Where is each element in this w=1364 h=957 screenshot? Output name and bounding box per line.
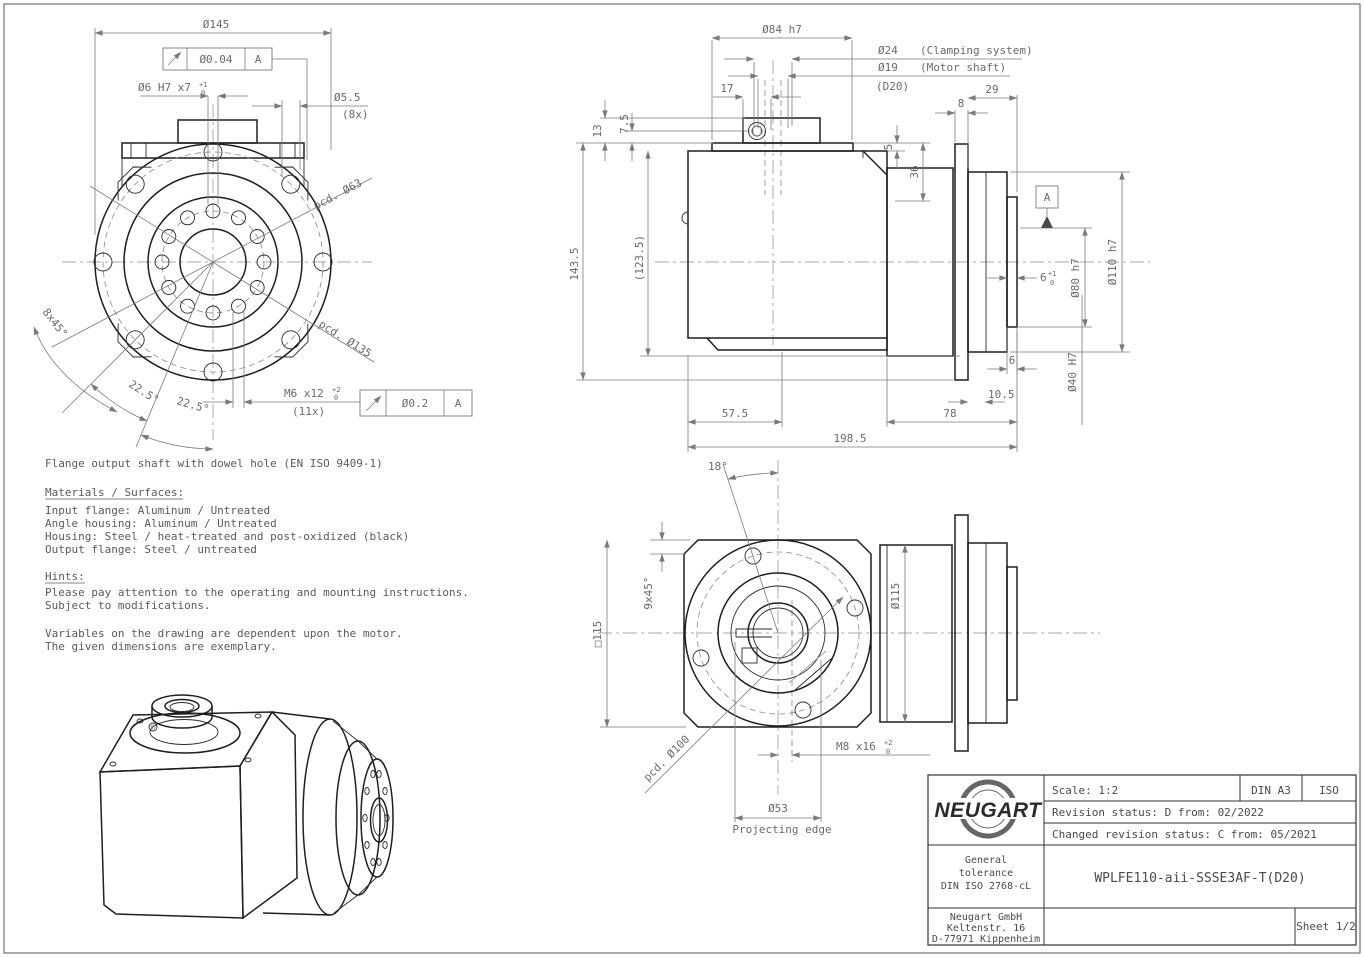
dim-m6-hi: +2 xyxy=(332,386,341,394)
dim-d24: Ø24 xyxy=(878,44,898,57)
dim-d24-note: (Clamping system) xyxy=(920,44,1033,57)
dim-d19: Ø19 xyxy=(878,61,898,74)
dim-d115: Ø115 xyxy=(889,582,902,610)
note-flange: Flange output shaft with dowel hole (EN ISO 9409-1) xyxy=(45,457,383,470)
tolerance-line-2: tolerance xyxy=(958,868,1014,879)
note-hints-heading: Hints: xyxy=(45,570,85,583)
dim-m6: M6 x12 xyxy=(284,387,324,400)
dim-d55-qty: (8x) xyxy=(342,108,369,121)
standard-label: ISO xyxy=(1319,784,1339,797)
dim-m8: M8 x16 xyxy=(836,740,876,753)
tolerance-line-3: DIN ISO 2768-cL xyxy=(940,881,1032,892)
label-pcd135: pcd. Ø135 xyxy=(316,317,374,361)
neugart-logo: NEUGART xyxy=(934,799,1042,822)
changed-revision-status: Changed revision status: C from: 05/2021 xyxy=(1052,828,1317,841)
dim-d40: Ø40 H7 xyxy=(1066,352,1079,392)
dim-d145: Ø145 xyxy=(202,18,230,31)
dim-d19-note: (Motor shaft) xyxy=(920,61,1007,74)
part-number: WPLFE110-aii-SSSE3AF-T(D20) xyxy=(1094,871,1306,886)
dim-d53: Ø53 xyxy=(768,802,788,815)
label-pcd63: pcd. Ø63 xyxy=(311,176,365,213)
side-view xyxy=(568,23,1150,452)
dim-8: 8 xyxy=(957,97,965,110)
dim-78: 78 xyxy=(943,407,957,420)
iso-bolt-holes xyxy=(363,771,389,866)
fcf-runout-bottom xyxy=(360,390,472,416)
front-view xyxy=(34,18,472,449)
notes-block xyxy=(45,457,469,653)
dim-18: 18° xyxy=(708,460,728,473)
dim-13: 13 xyxy=(591,124,604,138)
dim-36: 36 xyxy=(908,165,921,179)
dim-575: 57.5 xyxy=(721,407,749,420)
tolerance-line-1: General xyxy=(964,855,1008,866)
dim-m6-lo: 0 xyxy=(334,394,339,402)
datum-a-label: A xyxy=(1043,191,1051,204)
company-city: D-77971 Kippenheim xyxy=(931,934,1041,945)
dim-m8-hi: +2 xyxy=(884,739,893,747)
dim-d110: Ø110 h7 xyxy=(1106,238,1119,286)
label-projecting-edge: Projecting edge xyxy=(732,823,832,836)
note-variables-2: The given dimensions are exemplary. xyxy=(45,640,277,653)
dim-29: 29 xyxy=(985,83,999,96)
dim-9x45: 9x45° xyxy=(642,576,655,610)
sheet-number: Sheet 1/2 xyxy=(1296,920,1356,933)
note-material-3: Housing: Steel / heat-treated and post-oxidized (black) xyxy=(45,530,410,543)
fcf-bot-tolerance: Ø0.2 xyxy=(401,397,429,410)
dim-105: 10.5 xyxy=(988,388,1015,401)
note-variables-1: Variables on the drawing are dependent upon the motor. xyxy=(45,627,403,640)
format-label: DIN A3 xyxy=(1251,784,1291,797)
dim-17: 17 xyxy=(720,82,734,95)
dim-d55: Ø5.5 xyxy=(334,91,361,104)
company-name: Neugart GmbH xyxy=(949,912,1023,923)
dim-1985: 198.5 xyxy=(833,432,867,445)
hex-socket-screw-icon xyxy=(753,126,761,137)
dim-5: 5 xyxy=(882,143,895,151)
fcf-top-tolerance: Ø0.04 xyxy=(199,53,233,66)
dim-6tol-lo: 0 xyxy=(1050,279,1055,287)
fcf-top-datum: A xyxy=(254,53,262,66)
dim-d84: Ø84 h7 xyxy=(762,23,802,36)
dim-1235: (123.5) xyxy=(633,234,646,282)
note-material-1: Input flange: Aluminum / Untreated xyxy=(45,504,271,517)
label-pcd100: pcd. Ø100 xyxy=(640,732,693,785)
dim-sq115: □115 xyxy=(591,620,604,648)
dim-6b: 6 xyxy=(1008,354,1016,367)
dim-d20: (D20) xyxy=(876,80,910,93)
dim-225-b: 22.5° xyxy=(175,394,211,417)
note-material-2: Angle housing: Aluminum / Untreated xyxy=(45,517,277,530)
note-materials-heading: Materials / Surfaces: xyxy=(45,486,185,499)
dim-8x45: 8x45° xyxy=(39,305,71,340)
dim-dowel-tol-hi: +1 xyxy=(199,81,208,89)
dim-d80: Ø80 h7 xyxy=(1069,258,1082,298)
revision-status: Revision status: D from: 02/2022 xyxy=(1052,806,1264,819)
dim-dowel-tol-lo: 0 xyxy=(201,89,206,97)
dim-6tol-hi: +1 xyxy=(1048,270,1057,278)
scale-label: Scale: 1:2 xyxy=(1052,784,1119,797)
dim-75: 7.5 xyxy=(618,114,631,134)
isometric-view xyxy=(100,695,393,918)
dim-m8-lo: 0 xyxy=(886,748,891,756)
company-street: Keltenstr. 16 xyxy=(946,923,1026,934)
note-hint-1: Please pay attention to the operating and mounting instructions. xyxy=(45,586,469,599)
note-hint-2: Subject to modifications. xyxy=(45,599,211,612)
note-material-4: Output flange: Steel / untreated xyxy=(45,543,257,556)
dim-m6-qty: (11x) xyxy=(292,405,326,418)
dim-225-a: 22.5° xyxy=(126,377,162,407)
datum-a xyxy=(1020,186,1092,228)
fcf-bot-datum: A xyxy=(454,397,462,410)
dim-6tol: 6 xyxy=(1040,271,1047,284)
title-block xyxy=(928,775,1356,945)
dim-dowel-hole: Ø6 H7 x7 xyxy=(138,81,191,94)
dim-1435: 143.5 xyxy=(568,247,581,281)
